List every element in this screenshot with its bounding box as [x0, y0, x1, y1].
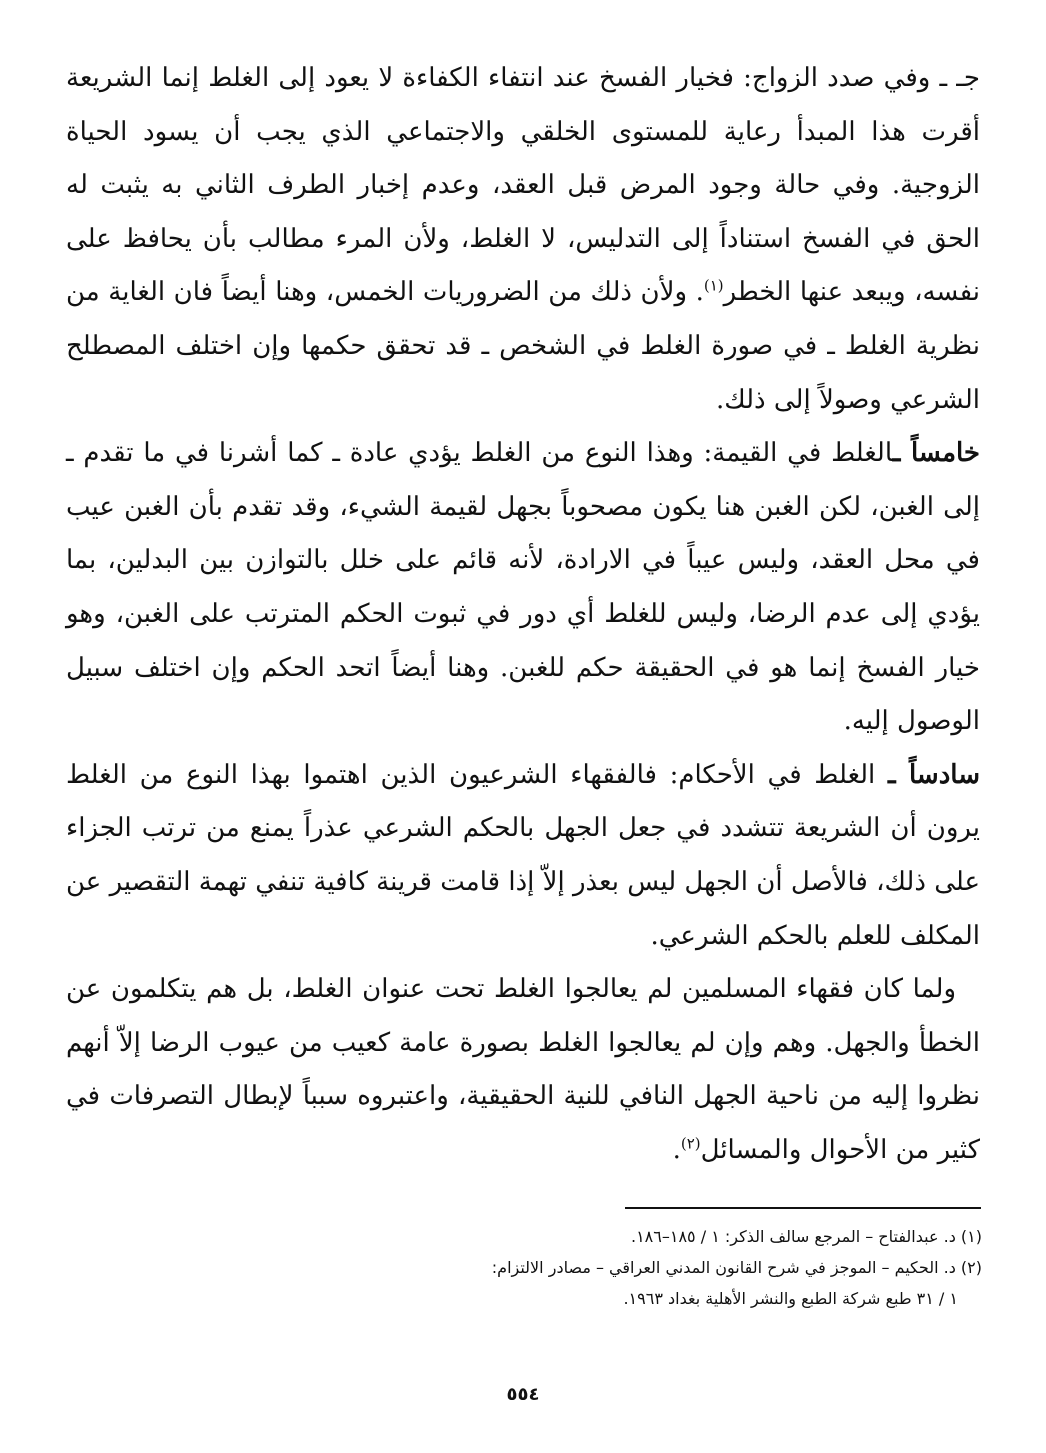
footnote-2-continued: ١ / ٣١ طبع شركة الطبع والنشر الأهلية بغداد ١٩٦٣.: [623, 1289, 958, 1308]
footnote-reference: (١): [703, 276, 724, 295]
footnote-1: (١) د. عبدالفتاح – المرجع سالف الذكر: ١ / ١٨٥–١٨٦.: [630, 1227, 982, 1246]
paragraph-conclusion: [66, 963, 980, 1177]
paragraph-text: الغلط في القيمة: وهذا النوع من الغلط يؤدي عادة ـ كما أشرنا في ما تقدم ـ إلى الغبن، لكن الغبن هنا يكون مصحوباً بجهل لقيمة الشيء، وقد تقدم بأن الغبن عيب في محل العقد، وليس عيباً في الارادة، لأنه قائم على خلل بالتوازن بين البدلين، بما يؤدي إلى عدم الرضا، وليس للغلط أي دور في ثبوت الحكم المترتب على الغبن، وهو خيار الفسخ إنما هو في الحقيقة حكم للغبن. وهنا أيضاً اتحد الحكم وإن اختلف سبيل الوصول إليه.: [66, 438, 980, 737]
paragraph-marriage: [66, 52, 980, 427]
main-text: [66, 52, 980, 1177]
footnote-2: (٢) د. الحكيم – الموجز في شرح القانون المدني العراقي – مصادر الالتزام:: [491, 1258, 982, 1277]
footnote-separator: [625, 1207, 981, 1209]
paragraph-text-continued: .: [672, 1134, 681, 1165]
footnotes: [342, 1221, 982, 1314]
paragraph-error-in-rulings: [66, 749, 980, 963]
paragraph-text: ولما كان فقهاء المسلمين لم يعالجوا الغلط تحت عنوان الغلط، بل هم يتكلمون عن الخطأ والجهل. وهم وإن لم يعالجوا الغلط بصورة عامة كعيب من عيوب الرضا إلاّ أنهم نظروا إليه من ناحية الجهل النافي للنية الحقيقية، واعتبروه سبباً لإبطال التصرفات في كثير من الأحوال والمسائل: [66, 974, 980, 1165]
paragraph-text-continued: . ولأن ذلك من الضروريات الخمس، وهنا أيضاً فان الغاية من نظرية الغلط ـ في صورة الغلط في الشخص ـ قد تحقق حكمها وإن اختلف المصطلح الشرعي وصولاً إلى ذلك.: [66, 277, 980, 415]
paragraph-text: جـ ـ وفي صدد الزواج: فخيار الفسخ عند انتفاء الكفاءة لا يعود إلى الغلط إنما الشريعة أقرت هذا المبدأ رعاية للمستوى الخلقي والاجتماعي الذي يجب أن يسود الحياة الزوجية. وفي حالة وجود المرض قبل العقد، وعدم إخبار الطرف الثاني به يثبت له الحق في الفسخ استناداً إلى التدليس، لا الغلط، ولأن المرء مطالب بأن يحافظ على نفسه، ويبعد عنها الخطر: [66, 63, 981, 308]
paragraph-text: الغلط في الأحكام: فالفقهاء الشرعيون الذين اهتموا بهذا النوع من الغلط يرون أن الشريعة تتشدد في جعل الجهل بالحكم الشرعي عذراً يمنع من ترتب الجزاء على ذلك، فالأصل أن الجهل ليس بعذر إلاّ إذا قامت قرينة كافية تنفي تهمة التقصير عن المكلف للعلم بالحكم الشرعي.: [66, 759, 980, 951]
paragraph-error-in-value: [66, 427, 980, 749]
page-number: ٥٥٤: [506, 1384, 540, 1405]
section-lead: خامساً ـ: [892, 438, 980, 469]
footnote-reference: (٢): [680, 1134, 701, 1153]
section-lead: سادساً ـ: [887, 759, 980, 790]
